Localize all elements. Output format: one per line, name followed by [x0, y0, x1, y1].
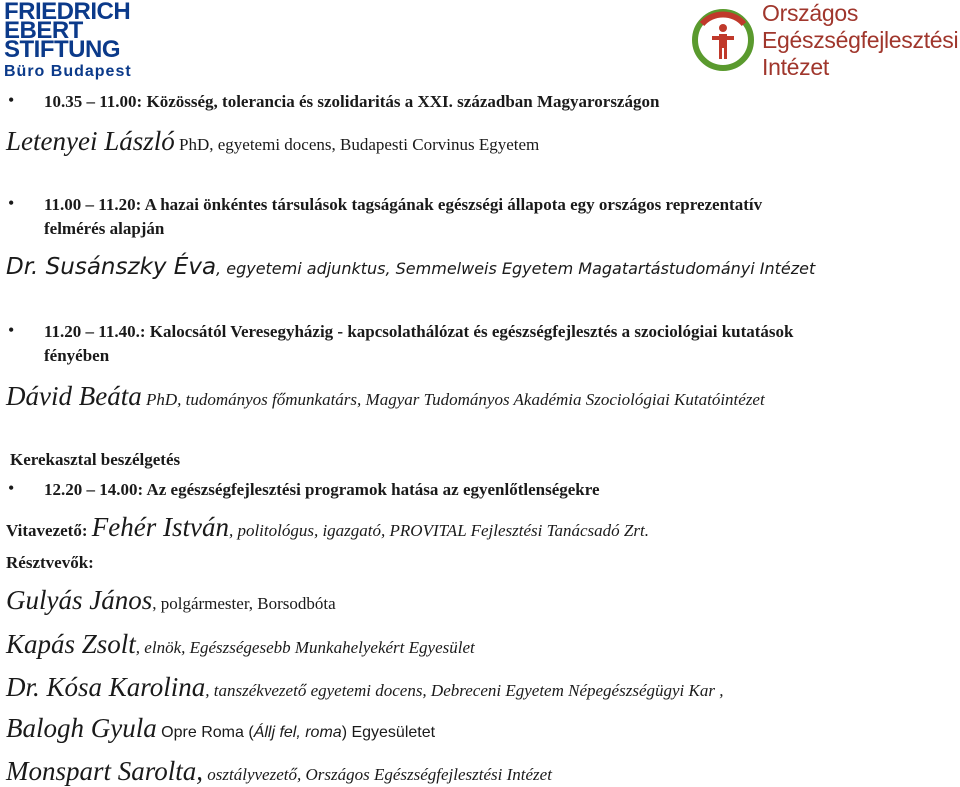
agenda-item-3-title-cont: fényében	[44, 346, 110, 365]
agenda-item-3-topic: Kalocsától Veresegyházig - kapcsolathálózat és egészségfejlesztés a szociológiai kutatások	[145, 322, 794, 341]
oefi-emblem-icon	[690, 4, 756, 74]
participant-2	[6, 629, 475, 660]
agenda-item-2-title-cont: felmérés alapján	[44, 219, 165, 238]
speaker-name: Dr. Susánszky Éva	[6, 254, 217, 280]
roundtable-time: 12.20 – 14.00:	[44, 480, 144, 499]
roundtable-topic: Az egészségfejlesztési programok hatása az egyenlőtlenségekre	[143, 480, 600, 499]
moderator-description: , politológus, igazgató, PROVITAL Fejlesztési Tanácsadó Zrt.	[228, 521, 649, 540]
participant-name: Balogh Gyula	[6, 713, 157, 743]
participant-desc-pre: Opre Roma (	[156, 724, 254, 741]
speaker-name: Letenyei László	[6, 126, 175, 156]
roundtable-heading: Kerekasztal beszélgetés	[10, 450, 181, 469]
speaker-description: PhD, egyetemi docens, Budapesti Corvinus Egyetem	[174, 135, 540, 154]
participant-description: , polgármester, Borsodbóta	[152, 594, 336, 613]
agenda-item-3-title	[44, 322, 794, 342]
oefi-logo-line-3: Intézet	[762, 54, 829, 80]
agenda-item-3-speaker	[6, 381, 765, 412]
participant-name: Dr. Kósa Karolina	[6, 672, 206, 702]
fes-logo	[4, 2, 226, 82]
participant-name: Monspart Sarolta,	[6, 756, 204, 786]
bullet-icon: •	[8, 90, 15, 110]
oefi-logo-line-1: Országos	[762, 0, 859, 26]
agenda-item-1-speaker	[6, 126, 539, 157]
agenda-item-2-time: 11.00 – 11.20:	[44, 195, 142, 214]
participants-label: Résztvevők:	[6, 553, 94, 572]
participant-description: , elnök, Egészségesebb Munkahelyekért Egyesület	[135, 638, 475, 657]
agenda-item-3-time: 11.20 – 11.40.:	[44, 322, 146, 341]
bullet-icon: •	[8, 193, 15, 213]
agenda-item-1-topic: Közösség, tolerancia és szolidaritás a XXI. században Magyarországon	[142, 92, 660, 111]
participant-4	[6, 713, 435, 744]
agenda-item-1-time: 10.35 – 11.00:	[44, 92, 143, 111]
speaker-description: PhD, tudományos főmunkatárs, Magyar Tudományos Akadémia Szociológiai Kutatóintézet	[141, 390, 765, 409]
agenda-item-2-speaker	[6, 254, 815, 280]
bullet-icon: •	[8, 478, 15, 498]
moderator-label: Vitavezető:	[6, 521, 92, 540]
participant-1	[6, 585, 336, 616]
speaker-name: Dávid Beáta	[6, 381, 142, 411]
participant-description	[157, 724, 435, 741]
fes-logo-word-3: STIFTUNG	[4, 36, 120, 63]
agenda-item-1-title	[44, 92, 659, 112]
bullet-icon: •	[8, 320, 15, 340]
participant-desc-post: ) Egyesületet	[341, 724, 436, 741]
agenda-item-2-title	[44, 195, 762, 215]
fes-logo-word-1: FRIEDRICH	[4, 0, 131, 25]
participant-description: osztályvezető, Országos Egészségfejlesztési Intézet	[203, 765, 552, 784]
moderator-name: Fehér István	[91, 512, 229, 542]
participant-description: , tanszékvezető egyetemi docens, Debreceni Egyetem Népegészségügyi Kar ,	[205, 681, 724, 700]
participant-5	[6, 756, 552, 787]
oefi-logo-line-2: Egészségfejlesztési	[762, 27, 959, 53]
participant-name: Gulyás János	[6, 585, 153, 615]
moderator-line	[6, 512, 649, 543]
participant-3	[6, 672, 723, 703]
participant-name: Kapás Zsolt	[6, 629, 136, 659]
participant-desc-italic: Állj fel, roma	[253, 724, 342, 741]
fes-logo-subtitle: Büro Budapest	[4, 63, 132, 80]
oefi-logo	[690, 0, 959, 86]
roundtable-title	[44, 480, 600, 500]
fes-logo-word-2: EBERT	[4, 17, 83, 44]
speaker-description: , egyetemi adjunktus, Semmelweis Egyetem Magatartástudományi Intézet	[216, 259, 816, 278]
agenda-item-2-topic: A hazai önkéntes társulások tagságának egészségi állapota egy országos reprezentatív	[141, 195, 763, 214]
